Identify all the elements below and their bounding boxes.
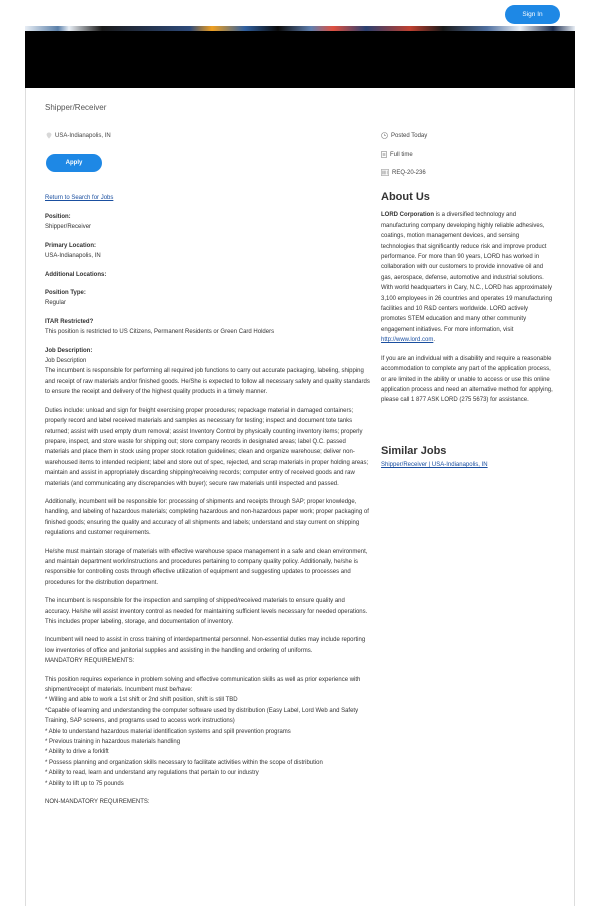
- job-location: [46, 132, 111, 139]
- location-pin-icon: [46, 132, 52, 139]
- barcode-icon: [381, 169, 389, 176]
- job-location-text: USA-Indianapolis, IN: [55, 132, 111, 139]
- job-req-id-text: REQ-20-236: [392, 169, 426, 176]
- apply-button[interactable]: Apply: [46, 154, 102, 172]
- description-paragraph: He/she must maintain storage of materials with effective warehouse space management in a safe and clean environment, and maintain department work/instructions and procedures pertaining to company quality policy. Additionally, he/she is responsible for controlling costs through effective utilization of equipment and suggesting updates to processes and procedures for the distribution department.: [45, 548, 368, 586]
- job-posted: [381, 132, 427, 139]
- non-mandatory-heading: NON-MANDATORY REQUIREMENTS:: [45, 799, 150, 806]
- job-description-label: Job Description:: [45, 347, 93, 354]
- position-type-value: Regular: [45, 300, 67, 307]
- accommodation-notice: If you are an individual with a disability and require a reasonable accommodation to complete any part of the application process, or are limited in the ability or unable to access or use this online application process and need an alternative method for applying, please call 1 877 ASK LORD (275 5673) for assistance.: [381, 355, 553, 404]
- additional-locations-label: Additional Locations:: [45, 271, 107, 278]
- requirement-item: * Able to understand hazardous material identification systems and spill prevention programs: [45, 728, 291, 735]
- requirement-item: * Previous training in hazardous materials handling: [45, 739, 181, 746]
- job-title: Shipper/Receiver: [45, 103, 107, 112]
- similar-job-link[interactable]: Shipper/Receiver | USA-Indianapolis, IN: [381, 462, 488, 469]
- about-us-text: is a diversified technology and manufacturing company developing highly reliable adhesives, coatings, motion management devices, and sensing technologies that significantly reduce risk and improve product performance. For more than 90 years, LORD has worked in collaboration with our customers to provide innovative oil and gas, aerospace, defense, automotive and industrial solutions. With world headquarters in Cary, N.C., LORD has approximately 3,100 employees in 26 countries and operates 19 manufacturing facilities and 10 R&D centers worldwide. LORD actively promotes STEM education and many other community engagement initiatives. For more information, visit: [381, 212, 553, 333]
- requirement-item: * Possess planning and organization skills necessary to facilitate activities within the scope of distribution: [45, 759, 323, 766]
- description-paragraph: Additionally, incumbent will be responsible for: processing of shipments and receipts through SAP; proper knowledge, handling, and labeling of hazardous materials; completing hazardous and non-hazardous paper work; proper packaging of finished goods; ensuring the quality and accuracy of all shipments and labels; understand and stay current on shipping regulations and customer requirements.: [45, 498, 369, 537]
- itar-label: ITAR Restricted?: [45, 318, 94, 325]
- job-description-heading: Job Description: [45, 358, 87, 365]
- about-us-heading: About Us: [381, 191, 430, 203]
- position-value: Shipper/Receiver: [45, 224, 92, 231]
- clock-icon: [381, 132, 388, 139]
- cross-training-paragraph: Incumbent will need to assist in cross training of interdepartmental personnel. Non-essential duties may include reporting low inventories of office and janitorial supplies and assisting in the handling and ordering of uniforms.: [45, 637, 366, 654]
- requirement-item: * Ability to read, learn and understand any regulations that pertain to our industry: [45, 770, 259, 777]
- hero-banner: [25, 31, 575, 88]
- sign-in-button[interactable]: Sign In: [505, 5, 560, 24]
- itar-value: This position is restricted to US Citizens, Permanent Residents or Green Card Holders: [45, 329, 275, 336]
- position-label: Position:: [45, 214, 71, 220]
- requirement-item: * Willing and able to work a 1st shift or 2nd shift position, shift is still TBD: [45, 697, 238, 704]
- description-paragraph: The incumbent is responsible for performing all required job functions to carry out accurate packaging, labeling, shipping and receipt of raw materials and/or finished goods. He/She is expected to follow all necessary safety and quality standards to ensure the receipt and delivery of the highest quality products in a timely manner.: [45, 368, 370, 396]
- about-us-body: [381, 210, 553, 345]
- similar-jobs-heading: Similar Jobs: [381, 445, 447, 457]
- document-icon: [381, 151, 387, 158]
- job-req-id: [381, 169, 426, 176]
- similar-jobs-section: [381, 446, 553, 471]
- about-us-section: [381, 192, 553, 406]
- company-name: LORD Corporation: [381, 212, 434, 219]
- requirement-item: * Ability to drive a forklift: [45, 749, 109, 756]
- job-type-text: Full time: [390, 151, 413, 158]
- primary-location-label: Primary Location:: [45, 242, 97, 249]
- job-posted-text: Posted Today: [391, 132, 428, 139]
- description-paragraph: The incumbent is responsible for the inspection and sampling of shipped/received materials to ensure quality and accuracy. He/she will assist inventory control as needed for maintaining sufficient levels necessary for needed operations. This includes proper labeling, storage, and documentation of inventory.: [45, 598, 368, 625]
- requirement-item: *Capable of learning and understanding the computer software used by distribution (Easy Label, Lord Web and Safety Training, SAP screens, and programs used to access work instructions): [45, 707, 359, 725]
- description-paragraph: Duties include: unload and sign for freight exercising proper procedures; repackage material in damaged containers; properly record and label received materials and samples as necessary for testing; inspect and document tote tanks returned; assist with used empty drum removal; assist Inventory Control by physically counting inventory items; properly prepare, inspect, and store waste for shipping out; store company records in designated areas; label Q.C. passed materials and place them in stock using proper stock rotation guidelines; clean and organize warehouse; deliver non-warehoused items to intended recipient; label and store out of spec, rejected, and scrap materials in proper holding areas; maintain and assist in appropriately discarding shipping/receiving records; computer entry of received goods and raw materials (and communicating any discrepancies with buyer); secure raw materials until inspected and passed.: [45, 407, 369, 487]
- return-to-search-link[interactable]: Return to Search for Jobs: [45, 195, 114, 201]
- primary-location-value: USA-Indianapolis, IN: [45, 253, 101, 260]
- position-type-label: Position Type:: [45, 290, 86, 297]
- job-type: [381, 151, 413, 158]
- mandatory-heading: MANDATORY REQUIREMENTS:: [45, 658, 135, 665]
- job-details: [45, 212, 370, 808]
- requirement-item: * Ability to lift up to 75 pounds: [45, 780, 124, 787]
- company-website-link[interactable]: http://www.lord.com: [381, 337, 434, 344]
- about-us-suffix: .: [433, 337, 436, 344]
- mandatory-intro: This position requires experience in problem solving and effective communication skills as well as prior experience with shipment/receipt of materials. Incumbent must be/have:: [45, 676, 361, 694]
